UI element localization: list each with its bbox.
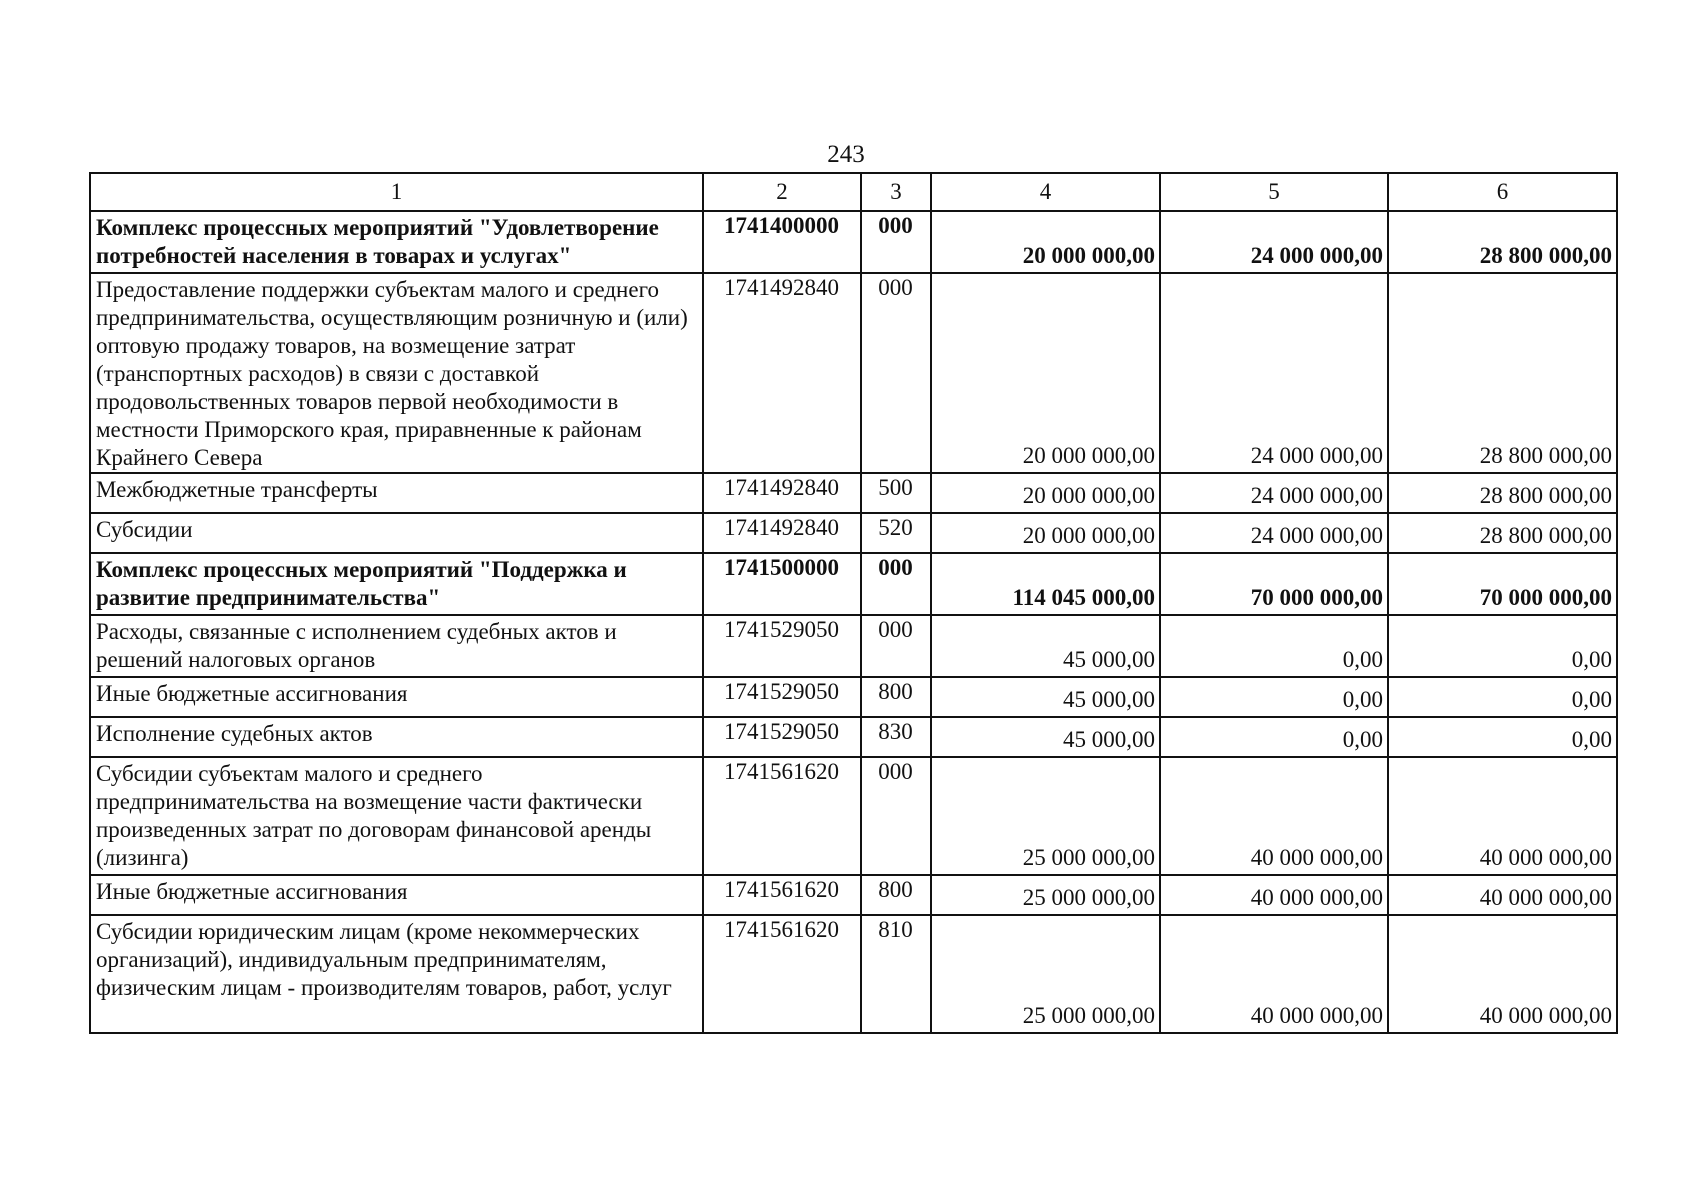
cell-type: 830	[861, 717, 931, 757]
cell-code: 1741492840	[703, 513, 861, 553]
table-row	[90, 513, 1617, 553]
cell-type: 810	[861, 915, 931, 1033]
table-row	[90, 211, 1617, 273]
cell-value-col4: 20 000 000,00	[931, 211, 1160, 273]
cell-code: 1741400000	[703, 211, 861, 273]
budget-table	[89, 172, 1618, 1034]
cell-code: 1741492840	[703, 473, 861, 513]
cell-type: 800	[861, 875, 931, 915]
cell-value-col4: 20 000 000,00	[931, 473, 1160, 513]
cell-value-col6: 28 800 000,00	[1388, 473, 1617, 513]
cell-name: Субсидии юридическим лицам (кроме некоммерческих организаций), индивидуальным предпринимателям, физическим лицам - производителям товаров, работ, услуг	[90, 915, 703, 1033]
page-number: 243	[827, 141, 865, 168]
cell-name: Субсидии	[90, 513, 703, 553]
cell-code: 1741492840	[703, 273, 861, 473]
cell-value-col6: 0,00	[1388, 677, 1617, 717]
cell-value-col4: 25 000 000,00	[931, 915, 1160, 1033]
cell-code: 1741561620	[703, 875, 861, 915]
cell-value-col4: 25 000 000,00	[931, 875, 1160, 915]
cell-type: 800	[861, 677, 931, 717]
cell-name: Предоставление поддержки субъектам малого и среднего предпринимательства, осуществляющим розничную и (или) оптовую продажу товаров, на возмещение затрат (транспортных расходов) в связи с доставкой продовольственных товаров первой необходимости в местности Приморского края, приравненные к районам Крайнего Севера	[90, 273, 703, 473]
column-header: 2	[703, 173, 861, 211]
cell-value-col5: 0,00	[1160, 615, 1388, 677]
cell-name: Иные бюджетные ассигнования	[90, 875, 703, 915]
cell-type: 000	[861, 553, 931, 615]
table-row	[90, 473, 1617, 513]
cell-value-col6: 0,00	[1388, 615, 1617, 677]
column-header: 6	[1388, 173, 1617, 211]
cell-name: Иные бюджетные ассигнования	[90, 677, 703, 717]
cell-value-col5: 24 000 000,00	[1160, 211, 1388, 273]
cell-code: 1741561620	[703, 757, 861, 875]
cell-value-col4: 20 000 000,00	[931, 273, 1160, 473]
cell-value-col6: 28 800 000,00	[1388, 513, 1617, 553]
table-row	[90, 615, 1617, 677]
cell-value-col5: 40 000 000,00	[1160, 915, 1388, 1033]
cell-code: 1741529050	[703, 677, 861, 717]
column-header: 4	[931, 173, 1160, 211]
cell-value-col5: 24 000 000,00	[1160, 473, 1388, 513]
table-row	[90, 757, 1617, 875]
table-row	[90, 915, 1617, 1033]
cell-name: Субсидии субъектам малого и среднего предпринимательства на возмещение части фактически произведенных затрат по договорам финансовой аренды (лизинга)	[90, 757, 703, 875]
cell-type: 520	[861, 513, 931, 553]
cell-name: Комплекс процессных мероприятий "Поддержка и развитие предпринимательства"	[90, 553, 703, 615]
table-row	[90, 273, 1617, 473]
table-row	[90, 717, 1617, 757]
cell-name: Комплекс процессных мероприятий "Удовлетворение потребностей населения в товарах и услугах"	[90, 211, 703, 273]
cell-code: 1741500000	[703, 553, 861, 615]
cell-value-col6: 0,00	[1388, 717, 1617, 757]
cell-value-col6: 28 800 000,00	[1388, 211, 1617, 273]
cell-value-col6: 28 800 000,00	[1388, 273, 1617, 473]
cell-code: 1741561620	[703, 915, 861, 1033]
cell-type: 000	[861, 757, 931, 875]
cell-value-col4: 25 000 000,00	[931, 757, 1160, 875]
cell-value-col5: 24 000 000,00	[1160, 513, 1388, 553]
cell-type: 000	[861, 273, 931, 473]
cell-type: 500	[861, 473, 931, 513]
cell-value-col6: 40 000 000,00	[1388, 915, 1617, 1033]
header-row	[90, 173, 1617, 211]
column-header: 3	[861, 173, 931, 211]
cell-value-col6: 70 000 000,00	[1388, 553, 1617, 615]
column-header: 1	[90, 173, 703, 211]
cell-value-col4: 45 000,00	[931, 677, 1160, 717]
cell-value-col5: 24 000 000,00	[1160, 273, 1388, 473]
cell-value-col5: 40 000 000,00	[1160, 875, 1388, 915]
cell-value-col4: 114 045 000,00	[931, 553, 1160, 615]
cell-code: 1741529050	[703, 615, 861, 677]
cell-type: 000	[861, 211, 931, 273]
cell-value-col5: 40 000 000,00	[1160, 757, 1388, 875]
cell-code: 1741529050	[703, 717, 861, 757]
cell-value-col5: 70 000 000,00	[1160, 553, 1388, 615]
cell-name: Расходы, связанные с исполнением судебных актов и решений налоговых органов	[90, 615, 703, 677]
cell-value-col4: 20 000 000,00	[931, 513, 1160, 553]
cell-name: Межбюджетные трансферты	[90, 473, 703, 513]
cell-value-col6: 40 000 000,00	[1388, 875, 1617, 915]
table-row	[90, 875, 1617, 915]
cell-value-col5: 0,00	[1160, 717, 1388, 757]
cell-type: 000	[861, 615, 931, 677]
table-row	[90, 553, 1617, 615]
table-row	[90, 677, 1617, 717]
cell-value-col6: 40 000 000,00	[1388, 757, 1617, 875]
cell-value-col4: 45 000,00	[931, 717, 1160, 757]
cell-value-col5: 0,00	[1160, 677, 1388, 717]
cell-value-col4: 45 000,00	[931, 615, 1160, 677]
cell-name: Исполнение судебных актов	[90, 717, 703, 757]
column-header: 5	[1160, 173, 1388, 211]
